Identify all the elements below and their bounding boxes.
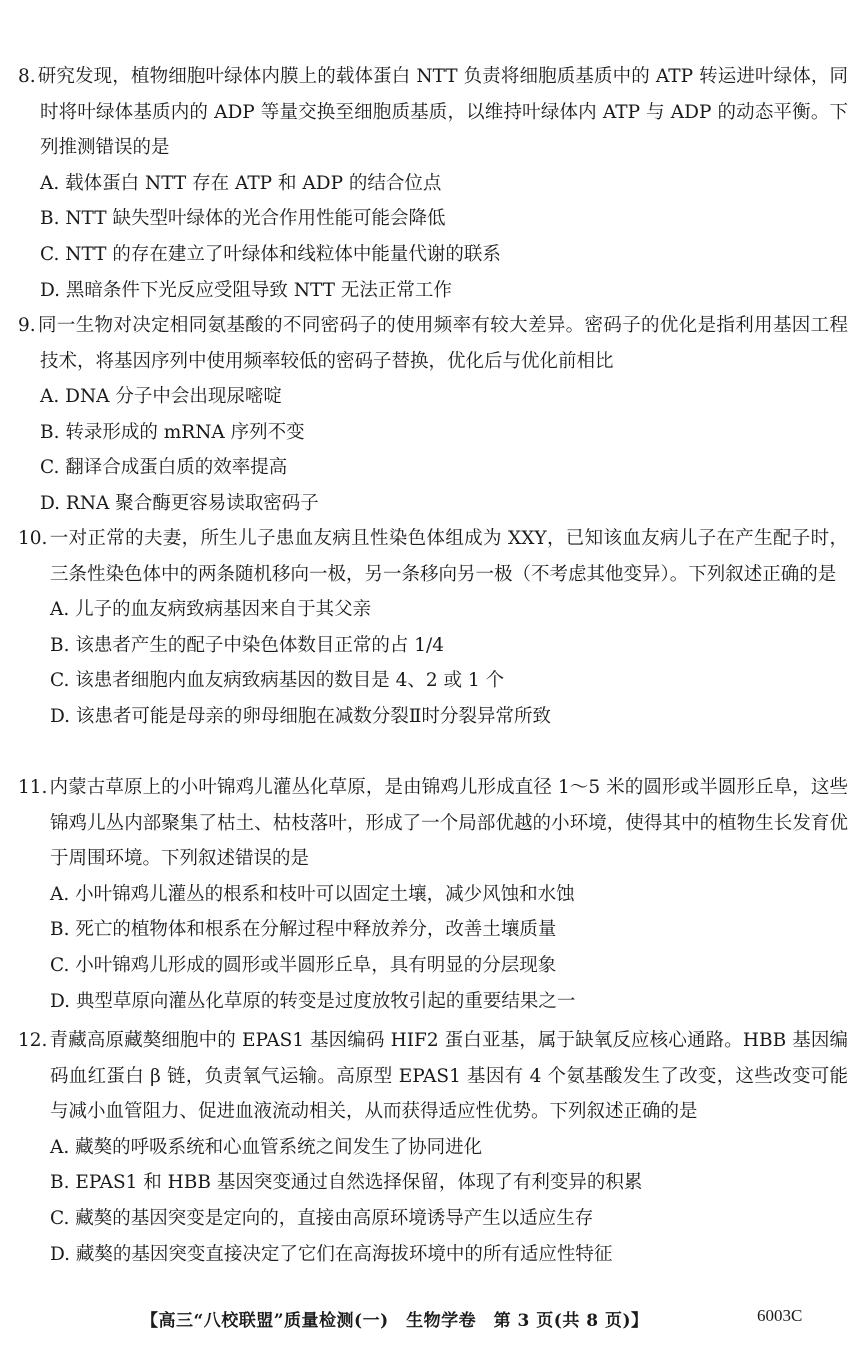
question-9 bbox=[18, 308, 848, 522]
question-stem bbox=[18, 1023, 848, 1130]
option-b: B. 转录形成的 mRNA 序列不变 bbox=[40, 421, 305, 443]
option-b: B. NTT 缺失型叶绿体的光合作用性能可能会降低 bbox=[40, 208, 446, 230]
option-d: D. 黑暗条件下光反应受阻导致 NTT 无法正常工作 bbox=[40, 279, 452, 301]
option-a: A. 小叶锦鸡儿灌丛的根系和枝叶可以固定土壤，减少风蚀和水蚀 bbox=[50, 883, 575, 905]
question-text: 青藏高原藏獒细胞中的 EPAS1 基因编码 HIF2 蛋白亚基，属于缺氧反应核心通路。HBB 基因编码血红蛋白 β 链，负责氧气运输。高原型 EPAS1 基因有 4 个氨基酸发生了改变，这些改变可能与减小血管阻力、促进血液流动相关，从而获得适应性优势。下列叙述正确的是 bbox=[49, 1030, 848, 1123]
question-text: 同一生物对决定相同氨基酸的不同密码子的使用频率有较大差异。密码子的优化是指利用基因工程技术，将基因序列中使用频率较低的密码子替换，优化后与优化前相比 bbox=[37, 315, 848, 372]
option-a: A. 载体蛋白 NTT 存在 ATP 和 ADP 的结合位点 bbox=[40, 172, 442, 194]
question-stem bbox=[18, 770, 848, 877]
option-d: D. 藏獒的基因突变直接决定了它们在高海拔环境中的所有适应性特征 bbox=[50, 1243, 613, 1265]
question-number: 11. bbox=[18, 777, 48, 798]
question-text: 内蒙古草原上的小叶锦鸡儿灌丛化草原，是由锦鸡儿形成直径 1～5 米的圆形或半圆形丘阜，这些锦鸡儿丛内部聚集了枯土、枯枝落叶，形成了一个局部优越的小环境，使得其中的植物生长发育优于周围环境。下列叙述错误的是 bbox=[49, 777, 848, 870]
question-stem bbox=[18, 59, 848, 166]
question-text: 研究发现，植物细胞叶绿体内膜上的载体蛋白 NTT 负责将细胞质基质中的 ATP 转运进叶绿体，同时将叶绿体基质内的 ADP 等量交换至细胞质基质，以维持叶绿体内 ATP 与 ADP 的动态平衡。下列推测错误的是 bbox=[37, 66, 848, 159]
question-text: 一对正常的夫妻，所生儿子患血友病且性染色体组成为 XXY，已知该血友病儿子在产生配子时，三条性染色体中的两条随机移向一极，另一条移向另一极（不考虑其他变异）。下列叙述正确的是 bbox=[49, 528, 848, 585]
question-12 bbox=[18, 1023, 848, 1272]
question-number: 12. bbox=[18, 1030, 48, 1051]
option-c: C. 小叶锦鸡儿形成的圆形或半圆形丘阜，具有明显的分层现象 bbox=[50, 954, 557, 976]
option-c: C. NTT 的存在建立了叶绿体和线粒体中能量代谢的联系 bbox=[40, 243, 501, 265]
option-a: A. DNA 分子中会出现尿嘧啶 bbox=[40, 386, 282, 408]
question-8 bbox=[18, 59, 848, 308]
option-d: D. 该患者可能是母亲的卵母细胞在减数分裂Ⅱ时分裂异常所致 bbox=[50, 705, 552, 727]
option-d: D. 典型草原向灌丛化草原的转变是过度放牧引起的重要结果之一 bbox=[50, 990, 576, 1012]
option-b: B. EPAS1 和 HBB 基因突变通过自然选择保留，体现了有利变异的积累 bbox=[50, 1172, 643, 1194]
question-number: 10. bbox=[18, 528, 48, 549]
option-d: D. RNA 聚合酶更容易读取密码子 bbox=[40, 492, 319, 514]
option-b: B. 死亡的植物体和根系在分解过程中释放养分，改善土壤质量 bbox=[50, 919, 557, 941]
page-footer bbox=[0, 1306, 860, 1336]
footer-title: 【高三“八校联盟”质量检测(一) 生物学卷 第 3 页(共 8 页)】 bbox=[141, 1311, 649, 1331]
question-number: 9. bbox=[18, 315, 36, 336]
option-b: B. 该患者产生的配子中染色体数目正常的占 1/4 bbox=[50, 634, 445, 656]
question-11 bbox=[18, 770, 848, 1019]
option-a: A. 儿子的血友病致病基因来自于其父亲 bbox=[50, 599, 372, 621]
question-stem bbox=[18, 308, 848, 379]
option-c: C. 翻译合成蛋白质的效率提高 bbox=[40, 457, 288, 479]
option-c: C. 藏獒的基因突变是定向的，直接由高原环境诱导产生以适应生存 bbox=[50, 1207, 594, 1229]
question-10 bbox=[18, 521, 848, 735]
option-c: C. 该患者细胞内血友病致病基因的数目是 4、2 或 1 个 bbox=[50, 670, 505, 692]
question-number: 8. bbox=[18, 66, 36, 87]
option-a: A. 藏獒的呼吸系统和心血管系统之间发生了协同进化 bbox=[50, 1136, 483, 1158]
question-stem bbox=[18, 521, 848, 592]
footer-code: 6003C bbox=[757, 1306, 803, 1325]
